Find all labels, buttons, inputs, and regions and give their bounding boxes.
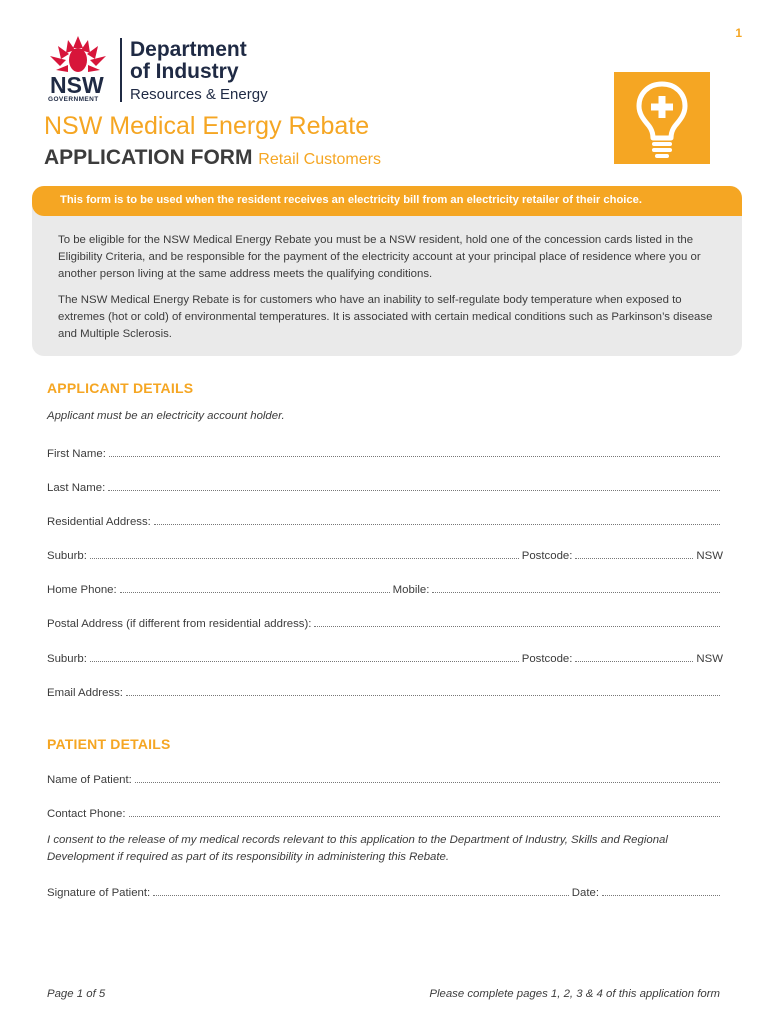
patient-details-heading: PATIENT DETAILS bbox=[47, 736, 171, 752]
form-title bbox=[44, 146, 381, 170]
medical-conditions-paragraph: The NSW Medical Energy Rebate is for customers who have an inability to self-regulate body temperature when exposed to extremes (hot or cold) of environmental temperatures. It is associated with certain medical conditions such as Parkinson’s disease and Multiple Sclerosis. bbox=[58, 294, 713, 340]
department-name-line3: Resources & Energy bbox=[130, 86, 268, 103]
home-phone-label: Home Phone: bbox=[47, 584, 117, 596]
department-name-line1: Department bbox=[130, 38, 247, 61]
first-name-label: First Name: bbox=[47, 448, 106, 460]
postal-postcode-input-line[interactable] bbox=[575, 661, 693, 662]
patient-name-input-line[interactable] bbox=[135, 782, 720, 783]
residential-address-label: Residential Address: bbox=[47, 516, 151, 528]
postal-state-label: NSW bbox=[696, 653, 723, 665]
first-name-input-line[interactable] bbox=[109, 456, 720, 457]
postal-suburb-label: Suburb: bbox=[47, 653, 87, 665]
first-name-field[interactable] bbox=[47, 444, 723, 460]
nsw-government-logo bbox=[44, 34, 304, 106]
nsw-wordmark: NSW bbox=[50, 72, 104, 98]
residential-address-field[interactable] bbox=[47, 512, 723, 528]
info-banner: This form is to be used when the resident receives an electricity bill from an electricity retailer of their choice. bbox=[32, 186, 742, 216]
suburb-postcode-row bbox=[47, 546, 723, 562]
logo-divider bbox=[120, 38, 122, 102]
residential-address-input-line[interactable] bbox=[154, 524, 720, 525]
page-number: 1 bbox=[735, 26, 742, 40]
lightbulb-plus-icon bbox=[614, 72, 710, 164]
postal-suburb-postcode-row bbox=[47, 649, 723, 665]
home-phone-input-line[interactable] bbox=[120, 592, 390, 593]
email-field[interactable] bbox=[47, 683, 723, 699]
department-name-line2: of Industry bbox=[130, 60, 239, 83]
suburb-label: Suburb: bbox=[47, 550, 87, 562]
patient-name-field[interactable] bbox=[47, 770, 723, 786]
postal-address-input-line[interactable] bbox=[314, 626, 720, 627]
contact-phone-input-line[interactable] bbox=[129, 816, 720, 817]
page-indicator: Page 1 of 5 bbox=[47, 988, 106, 1000]
lightbulb-icon-box bbox=[614, 72, 710, 164]
form-title-main: APPLICATION FORM bbox=[44, 146, 253, 169]
contact-phone-label: Contact Phone: bbox=[47, 808, 126, 820]
date-input-line[interactable] bbox=[602, 895, 720, 896]
last-name-label: Last Name: bbox=[47, 482, 106, 494]
applicant-details-heading: APPLICANT DETAILS bbox=[47, 380, 194, 396]
email-label: Email Address: bbox=[47, 687, 123, 699]
postal-address-field[interactable] bbox=[47, 614, 723, 630]
postal-suburb-input-line[interactable] bbox=[90, 661, 519, 662]
mobile-label: Mobile: bbox=[392, 584, 430, 596]
last-name-input-line[interactable] bbox=[108, 490, 720, 491]
contact-phone-field[interactable] bbox=[47, 804, 723, 820]
mobile-input-line[interactable] bbox=[432, 592, 720, 593]
signature-input-line[interactable] bbox=[153, 895, 569, 896]
patient-name-label: Name of Patient: bbox=[47, 774, 132, 786]
government-wordmark: GOVERNMENT bbox=[48, 96, 99, 103]
last-name-field[interactable] bbox=[47, 478, 723, 494]
state-label: NSW bbox=[696, 550, 723, 562]
postcode-input-line[interactable] bbox=[575, 558, 693, 559]
rebate-title: NSW Medical Energy Rebate bbox=[44, 112, 370, 140]
postcode-label: Postcode: bbox=[521, 550, 573, 562]
signature-label: Signature of Patient: bbox=[47, 887, 151, 899]
postal-address-label: Postal Address (if different from residential address): bbox=[47, 618, 312, 630]
phone-row bbox=[47, 580, 723, 596]
email-input-line[interactable] bbox=[126, 695, 720, 696]
form-subtitle: Retail Customers bbox=[258, 151, 381, 168]
postal-postcode-label: Postcode: bbox=[521, 653, 573, 665]
signature-date-row bbox=[47, 883, 723, 899]
applicant-note: Applicant must be an electricity account holder. bbox=[47, 410, 285, 422]
date-label: Date: bbox=[571, 887, 599, 899]
completion-instruction: Please complete pages 1, 2, 3 & 4 of this application form bbox=[429, 988, 720, 1000]
consent-statement: I consent to the release of my medical records relevant to this application to the Department of Industry, Skills and Regional Development if required as part of its responsibility in administering this Rebate. bbox=[47, 834, 668, 863]
suburb-input-line[interactable] bbox=[90, 558, 519, 559]
eligibility-paragraph: To be eligible for the NSW Medical Energy Rebate you must be a NSW resident, hold one of the concession cards listed in the Eligibility Criteria, and be responsible for the payment of the electricity account at your principal place of residence where you or another person living at the same address meets the qualifying conditions. bbox=[58, 234, 701, 280]
